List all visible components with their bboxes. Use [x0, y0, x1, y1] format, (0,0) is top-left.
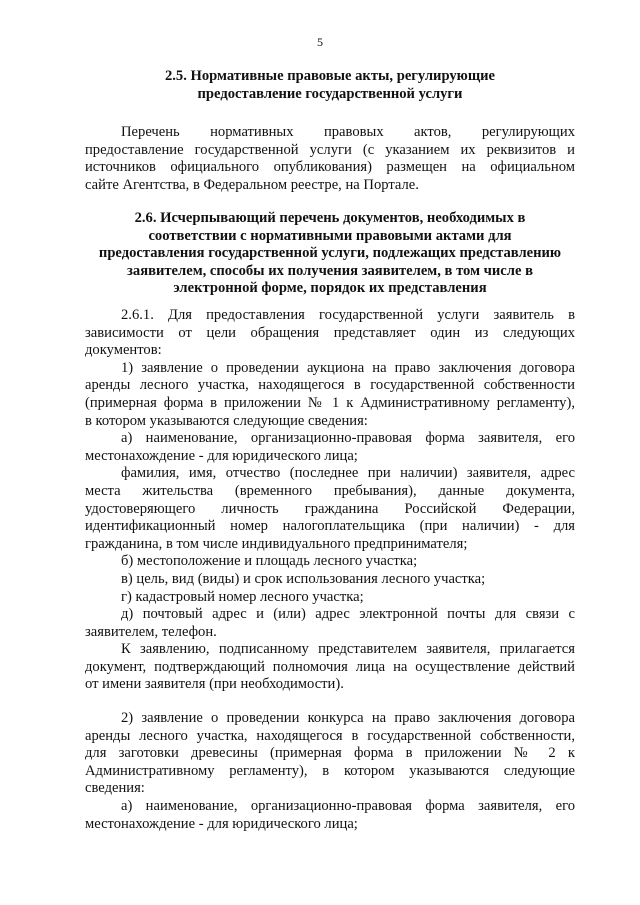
text-line: идентификационный номер налогоплательщика (при наличии) - для	[85, 518, 575, 535]
text-line: в котором указываются следующие сведения:	[85, 412, 368, 429]
text-line: фамилия, имя, отчество (последнее при наличии) заявителя, адрес	[121, 465, 575, 482]
page-number: 5	[317, 35, 323, 49]
text-line: 1) заявление о проведении аукциона на право заключения договора	[121, 359, 575, 376]
heading-line: электронной форме, порядок их представления	[173, 280, 487, 297]
heading-line: предоставления государственной услуги, подлежащих представлению	[98, 245, 562, 262]
text-line: места жительства (временного пребывания), данные документа,	[85, 482, 575, 499]
text-line: сведения:	[85, 780, 145, 797]
text-line: б) местоположение и площадь лесного участка;	[121, 553, 418, 570]
heading-line: соответствии с нормативными правовыми актами для	[148, 227, 512, 244]
heading-line: предоставление государственной услуги	[197, 85, 463, 102]
section-2-6-item-2	[85, 710, 575, 833]
section-2-6-heading	[85, 210, 575, 298]
text-line: документ, подтверждающий полномочия лица на осуществление действий	[85, 658, 575, 675]
text-line: заявителем, телефон.	[85, 623, 217, 640]
text-line: аренды лесного участка, находящегося в государственной собственности	[85, 377, 575, 394]
text-line: для заготовки древесины (примерная форма в приложении № 2 к	[85, 745, 575, 762]
section-2-5-heading	[85, 68, 575, 103]
text-line: в) цель, вид (виды) и срок использования лесного участка;	[121, 570, 486, 587]
text-line: от имени заявителя (при необходимости).	[85, 676, 344, 693]
text-line: а) наименование, организационно-правовая форма заявителя, его	[121, 797, 575, 814]
text-line: источников официального опубликования) размещен на официальном	[85, 159, 575, 176]
text-line: аренды лесного участка, находящегося в государственной собственности,	[85, 727, 575, 744]
text-line: гражданина, в том числе индивидуального предпринимателя;	[85, 535, 468, 552]
text-line: К заявлению, подписанному представителем заявителя, прилагается	[121, 641, 575, 658]
section-2-6-body	[85, 307, 575, 694]
heading-line: 2.6. Исчерпывающий перечень документов, необходимых в	[134, 210, 526, 226]
text-line: 2.6.1. Для предоставления государственной услуги заявитель в	[121, 307, 575, 323]
text-line: (примерная форма в приложении № 1 к Административному регламенту),	[85, 394, 575, 411]
text-line: 2) заявление о проведении конкурса на право заключения договора	[121, 710, 575, 726]
text-line: г) кадастровый номер лесного участка;	[121, 588, 364, 605]
heading-line: заявителем, способы их получения заявителем, в том числе в	[127, 262, 533, 279]
text-line: местонахождение - для юридического лица;	[85, 447, 358, 464]
text-line: а) наименование, организационно-правовая форма заявителя, его	[121, 430, 575, 447]
text-line: д) почтовый адрес и (или) адрес электронной почты для связи с	[121, 606, 575, 623]
text-line: предоставление государственной услуги (с указанием их реквизитов и	[85, 141, 575, 158]
text-line: Перечень нормативных правовых актов, регулирующих	[121, 124, 575, 140]
text-line: документов:	[85, 342, 162, 359]
text-line: зависимости от цели обращения представляет один из следующих	[85, 324, 575, 341]
text-line: сайте Агентства, в Федеральном реестре, на Портале.	[85, 176, 419, 193]
text-line: удостоверяющего личность гражданина Российской Федерации,	[85, 500, 575, 517]
text-line: местонахождение - для юридического лица;	[85, 815, 358, 832]
text-line: Административному регламенту), в котором указываются следующие	[85, 762, 575, 779]
section-2-5-paragraph	[85, 124, 575, 194]
heading-line: 2.5. Нормативные правовые акты, регулирующие	[164, 68, 496, 84]
